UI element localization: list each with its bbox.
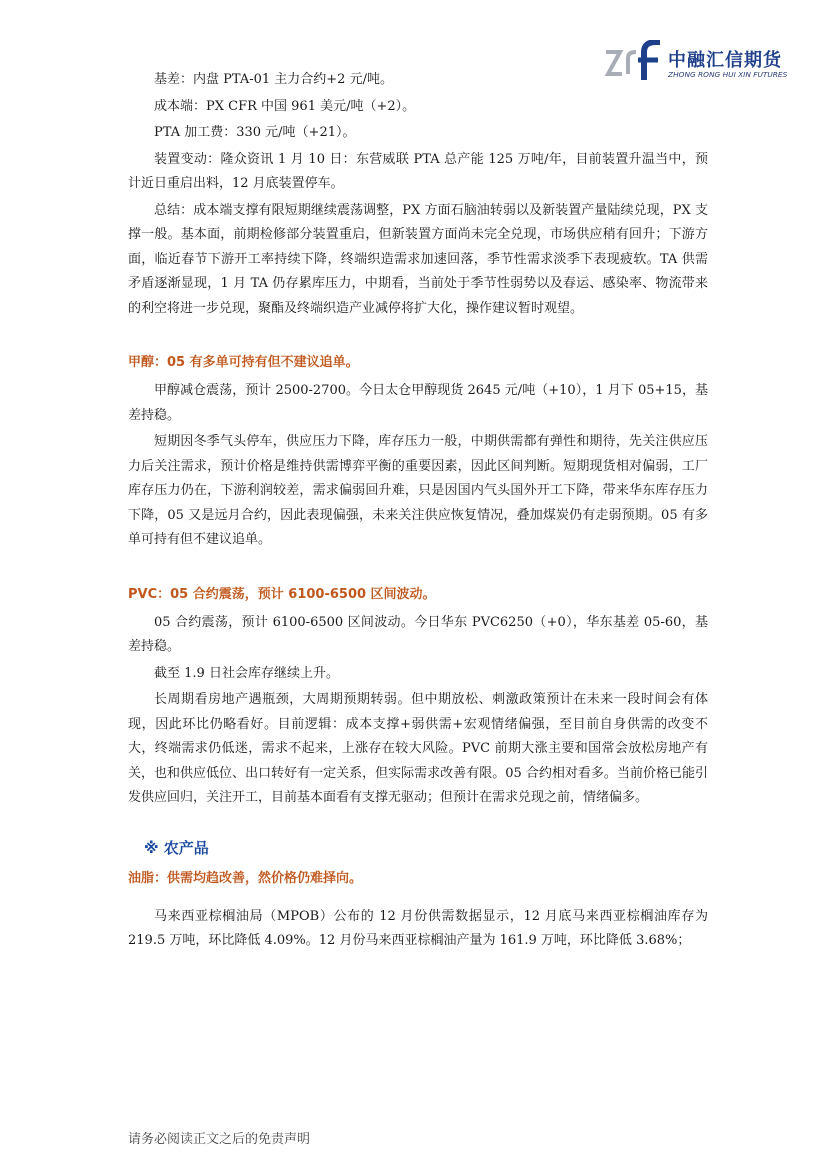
pvc-heading: PVC：05 合约震荡，预计 6100-6500 区间波动。 bbox=[128, 586, 436, 602]
pvc-paragraph-1: 05 合约震荡，预计 6100-6500 区间波动。今日华东 PVC6250（+0），华东基差 05-60，基差持稳。 bbox=[128, 614, 708, 654]
pta-processing-fee: PTA 加工费：330 元/吨（+21）。 bbox=[154, 125, 356, 140]
oils-paragraph-1: 马来西亚棕榈油局（MPOB）公布的 12 月份供需数据显示，12 月底马来西亚棕榈油库存为 219.5 万吨，环比降低 4.09%。12 月份马来西亚棕榈油产量为 161.9 万吨，环比降低 3.68%； bbox=[128, 908, 708, 948]
pvc-paragraph-3: 长周期看房地产遇瓶颈，大周期预期转弱。但中期放松、刺激政策预计在未来一段时间会有体现，因此环比仍略看好。目前逻辑：成本支撑+弱供需+宏观情绪偏强，至目前自身供需的改变不大，终端需求仍低迷，需求不起来，上涨存在较大风险。PVC 前期大涨主要和国常会放松房地产有关，也和供应低位、出口转好有一定关系，但实际需求改善有限。05 合约相对看多。当前价格已能引发供应回归，关注开工，目前基本面看有支撑无驱动；但预计在需求兑现之前，情绪偏多。 bbox=[128, 692, 708, 805]
disclaimer-footer: 请务必阅读正文之后的免责声明 bbox=[128, 1132, 311, 1147]
report-body bbox=[128, 68, 708, 956]
pta-cost: 成本端：PX CFR 中国 961 美元/吨（+2）。 bbox=[154, 98, 416, 114]
methanol-paragraph-2: 短期因冬季气头停车，供应压力下降，库存压力一般，中期供需都有弹性和期待，先关注供应压力后关注需求，预计价格是维持供需博弈平衡的重要因素，因此区间判断。短期现货相对偏弱，工厂库存压力仍在，下游利润较差，需求偏弱回升难，只是因国内气头国外开工下降，带来华东库存压力下降，05 又是远月合约，因此表现偏强，未来关注供应恢复情况，叠加煤炭仍有走弱预期。05 有多单可持有但不建议追单。 bbox=[128, 434, 708, 547]
pvc-paragraph-2: 截至 1.9 日社会库存继续上升。 bbox=[154, 665, 339, 681]
pta-basis: 基差：内盘 PTA-01 主力合约+2 元/吨。 bbox=[154, 72, 393, 87]
logo-chinese-name: 中融汇信期货 bbox=[668, 50, 782, 71]
logo-english-name: ZHONG RONG HUI XIN FUTURES bbox=[668, 70, 788, 79]
methanol-paragraph-1: 甲醇减仓震荡，预计 2500-2700。今日太仓甲醇现货 2645 元/吨（+10），1 月下 05+15，基差持稳。 bbox=[128, 383, 708, 423]
agri-section-heading: ※ 农产品 bbox=[144, 838, 209, 857]
methanol-heading: 甲醇：05 有多单可持有但不建议追单。 bbox=[128, 355, 359, 370]
oils-heading: 油脂：供需均趋改善，然价格仍难择向。 bbox=[128, 870, 363, 886]
pta-summary: 总结：成本端支撑有限短期继续震荡调整，PX 方面石脑油转弱以及新装置产量陆续兑现，PX 支撑一般。基本面，前期检修部分装置重启，但新装置方面尚未完全兑现，市场供应稍有回升；下游方面，临近春节下游开工率持续下降，终端织造需求加速回落，季节性需求淡季下表现疲软。TA 供需矛盾逐渐显现，1 月 TA 仍存累库压力，中期看，当前处于季节性弱势以及春运、感染率、物流带来的利空将进一步兑现，聚酯及终端织造产业减停将扩大化，操作建议暂时观望。 bbox=[128, 202, 708, 316]
pta-device-change: 装置变动：隆众资讯 1 月 10 日：东营威联 PTA 总产能 125 万吨/年，目前装置升温当中，预计近日重启出料，12 月底装置停车。 bbox=[128, 151, 708, 191]
